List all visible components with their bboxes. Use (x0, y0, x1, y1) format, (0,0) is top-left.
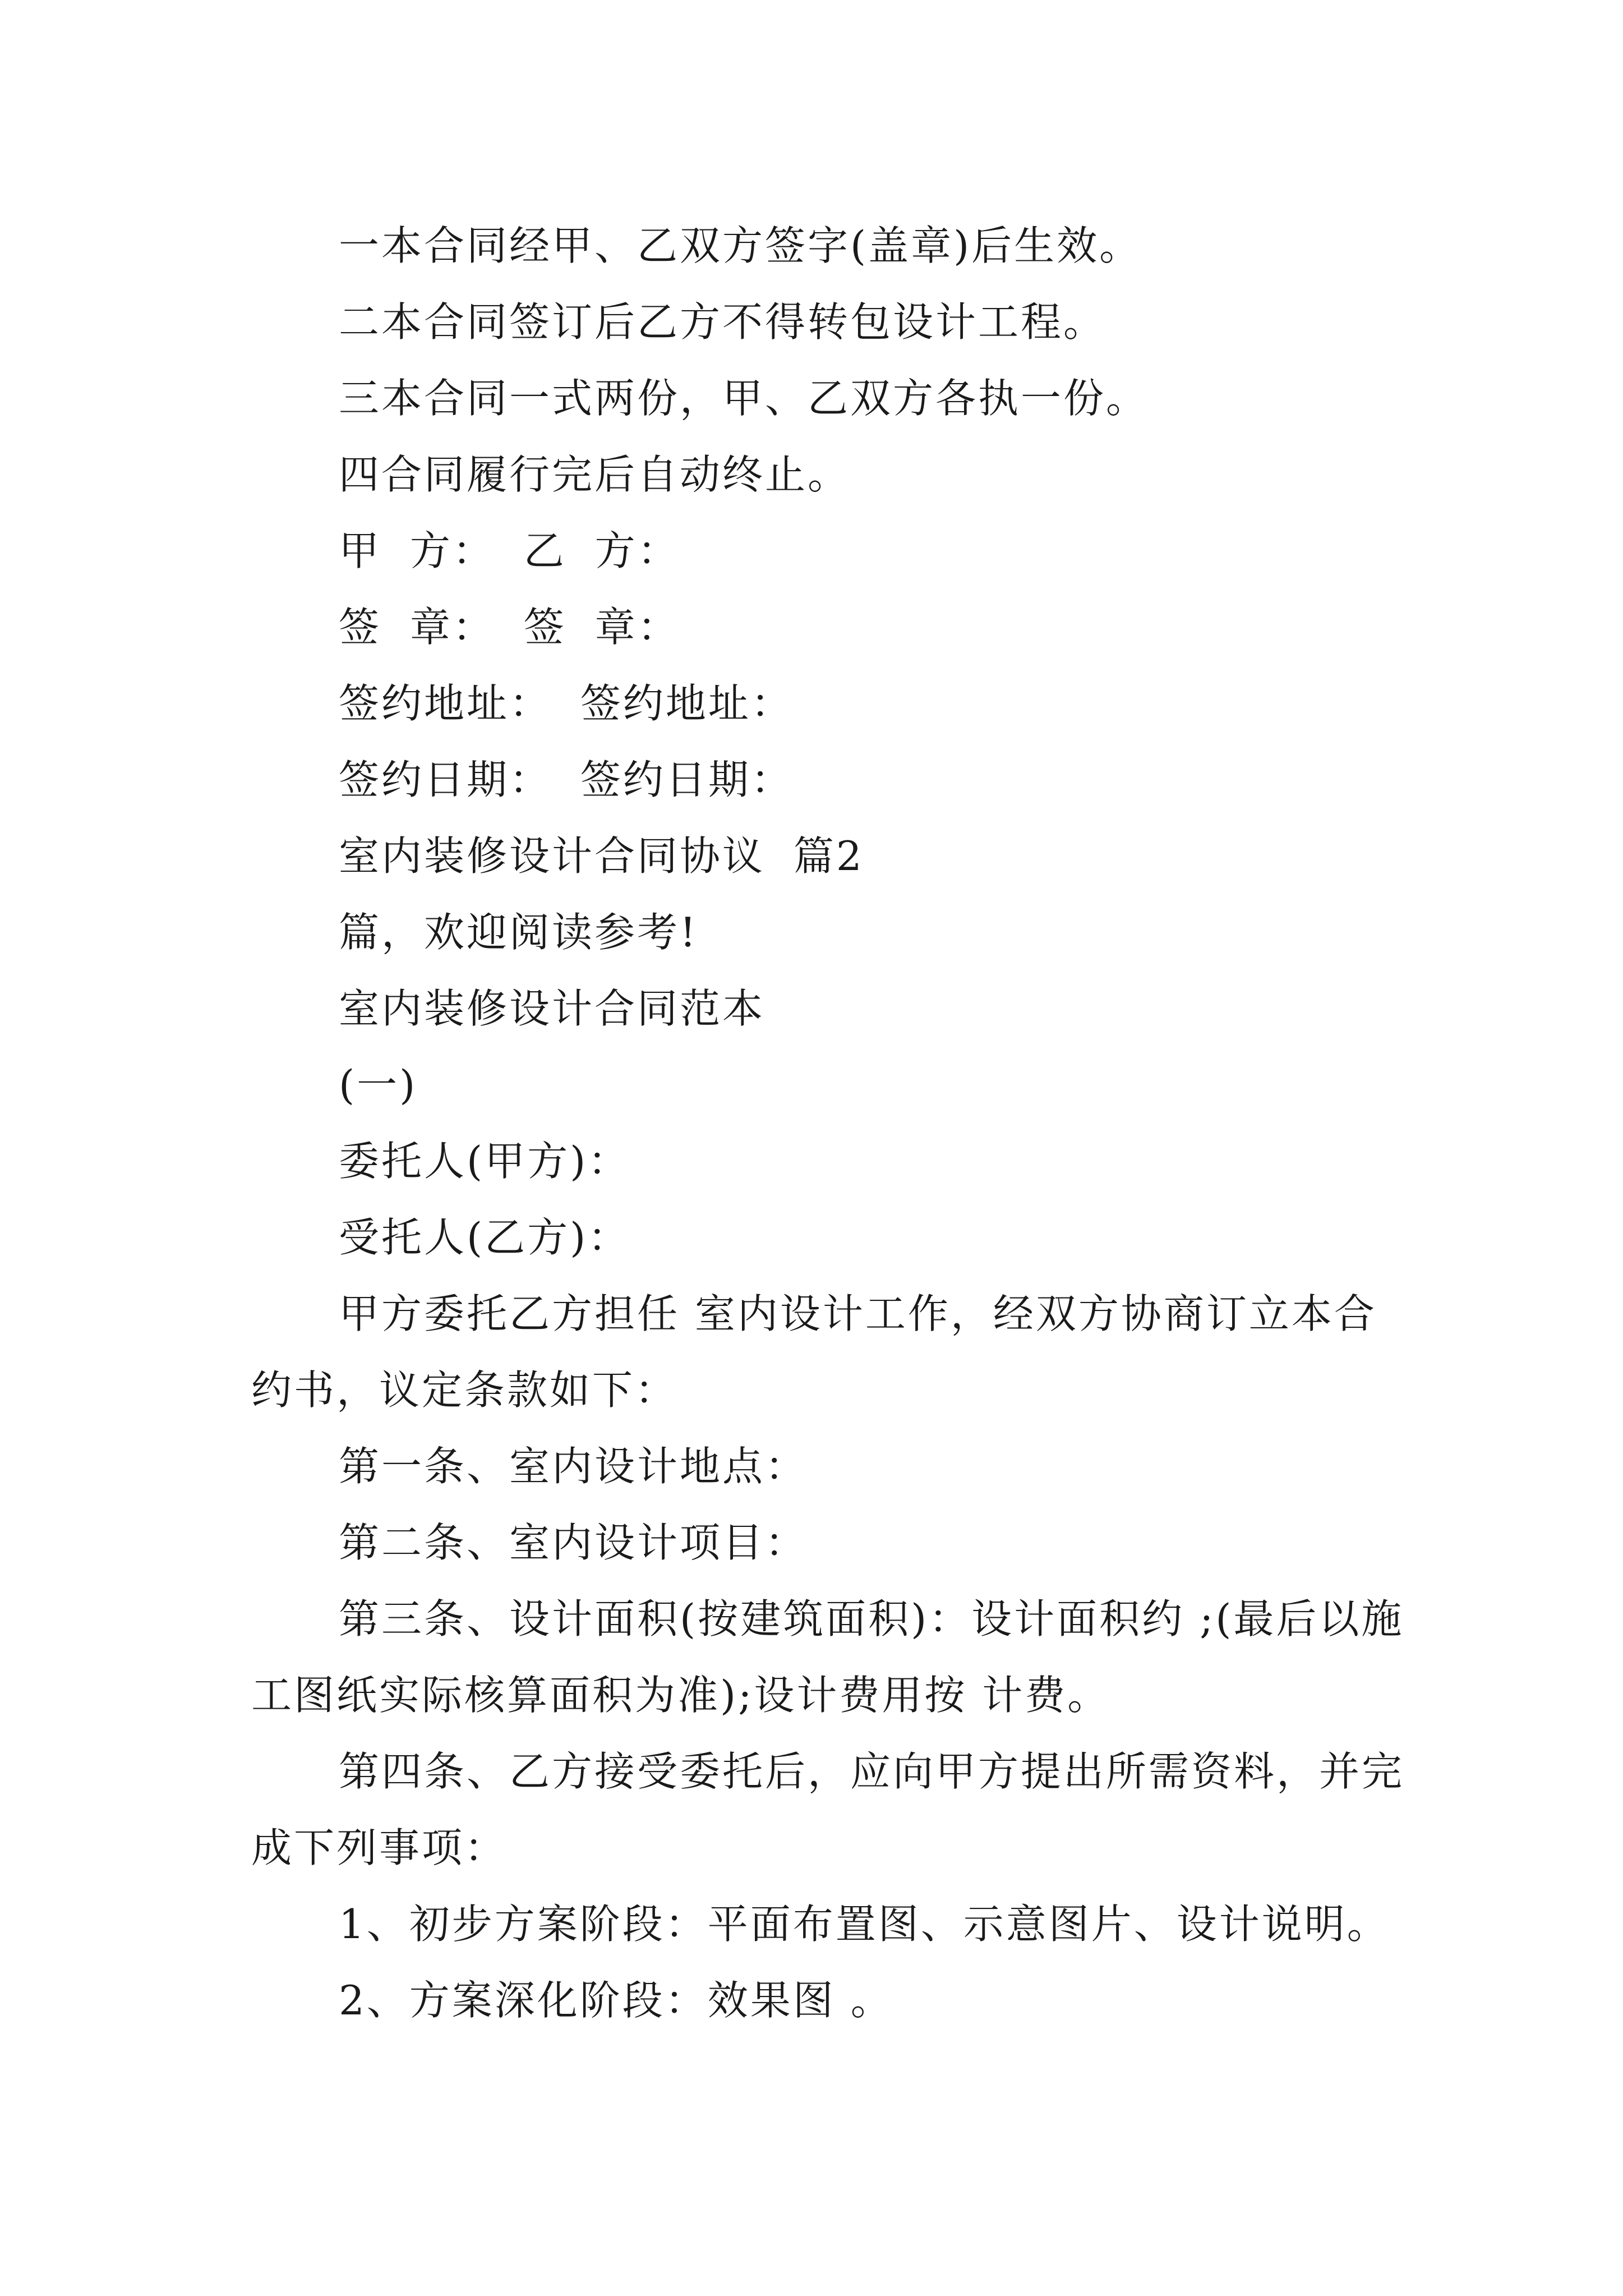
template-number: (一) (339, 1061, 418, 1108)
signing-address-line: 签约地址： 签约地址： (339, 680, 794, 727)
article-4: 第四条、乙方接受委托后，应向甲方提出所需资料，并完成下列事项： (251, 1748, 1405, 1871)
article-1: 第一条、室内设计地点： (339, 1443, 808, 1490)
seal-line: 签 章： 签 章： (339, 604, 680, 651)
template-title: 室内装修设计合同范本 (339, 985, 766, 1032)
section-heading: 室内装修设计合同协议 篇2 (339, 832, 864, 880)
article-2: 第二条、室内设计项目： (339, 1519, 808, 1566)
item-1: 1、初步方案阶段：平面布置图、示意图片、设计说明。 (339, 1901, 1390, 1948)
party-line: 甲 方： 乙 方： (339, 527, 680, 574)
clause-copies: 三本合同一式两份，甲、乙双方各执一份。 (339, 375, 1149, 422)
agreement-preamble: 甲方委托乙方担任 室内设计工作，经双方协商订立本合约书，议定条款如下： (251, 1290, 1377, 1414)
clause-termination: 四合同履行完后自动终止。 (339, 451, 851, 498)
item-2: 2、方案深化阶段：效果图 。 (339, 1977, 893, 2024)
intro-line: 篇，欢迎阅读参考! (339, 909, 698, 956)
signing-date-line: 签约日期： 签约日期： (339, 756, 794, 803)
contractor-line: 受托人(乙方)： (339, 1214, 631, 1261)
document-body (251, 208, 1418, 2039)
client-line: 委托人(甲方)： (339, 1138, 631, 1185)
article-3: 第三条、设计面积(按建筑面积)：设计面积约 ;(最后以施工图纸实际核算面积为准);设计费用按 计费。 (251, 1595, 1404, 1719)
clause-no-subcontract: 二本合同签订后乙方不得转包设计工程。 (339, 298, 1106, 346)
clause-effective: 一本合同经甲、乙双方签字(盖章)后生效。 (339, 222, 1142, 269)
